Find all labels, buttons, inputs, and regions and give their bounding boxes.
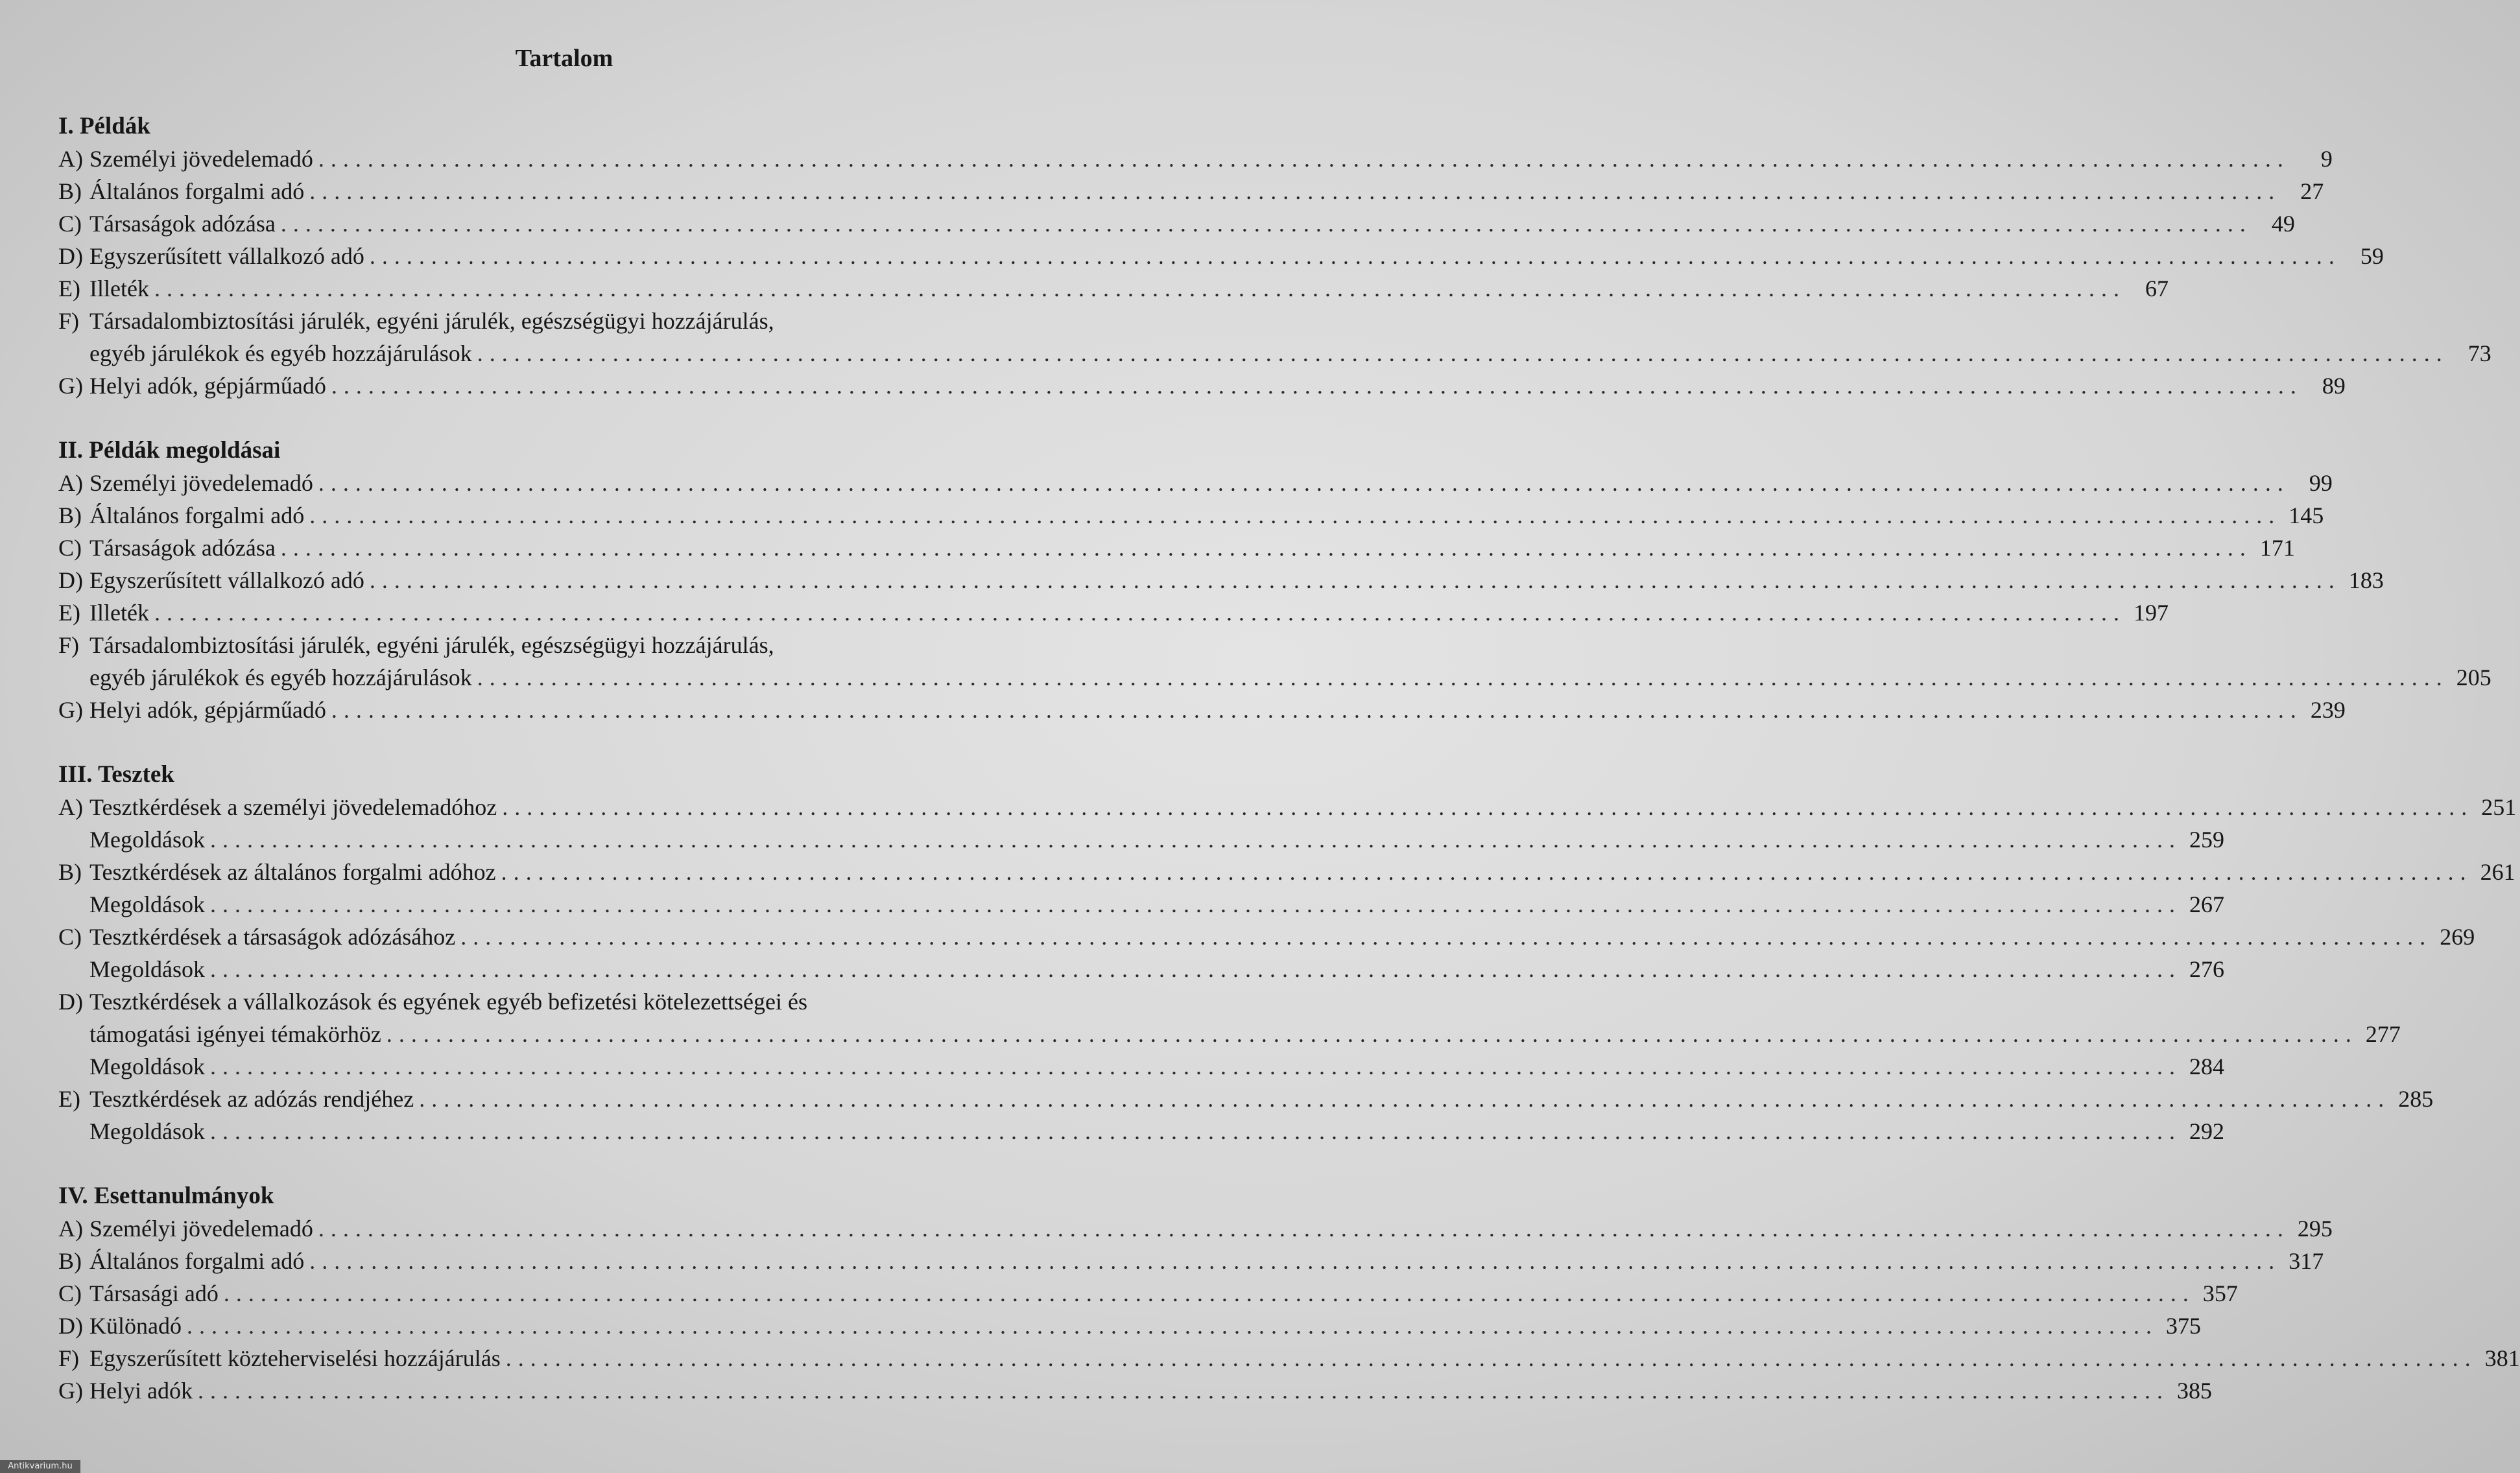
dot-leader: ................................................................................................................................................................	[309, 178, 2281, 204]
dot-leader: ................................................................................................................................................................	[280, 535, 2252, 561]
entry-marker: C)	[58, 211, 82, 237]
dot-leader: ................................................................................................................................................................	[501, 859, 2473, 885]
entry-title: Tesztkérdések a személyi jövedelemadóhoz	[89, 794, 497, 820]
toc-section	[58, 110, 2491, 402]
section-heading: IV. Esettanulmányok	[58, 1183, 274, 1209]
page-number: 49	[2271, 211, 2295, 237]
entry-title: Egyszerűsített vállalkozó adó	[89, 243, 364, 269]
toc-entry	[58, 1342, 2520, 1374]
toc-entry	[58, 1310, 2201, 1342]
toc-entry	[58, 564, 2384, 596]
entry-title: Illeték	[89, 600, 149, 626]
toc-entry	[58, 499, 2324, 532]
page-number: 357	[2202, 1280, 2238, 1306]
toc-entry	[58, 467, 2333, 499]
dot-leader: ................................................................................................................................................................	[419, 1086, 2391, 1112]
entry-title: Társaságok adózása	[89, 211, 276, 237]
page-number: 145	[2288, 502, 2324, 528]
dot-leader: ................................................................................................................................................................	[209, 1054, 2181, 1079]
dot-leader: ................................................................................................................................................................	[331, 373, 2303, 399]
entry-title: Tesztkérdések az adózás rendjéhez	[89, 1086, 414, 1112]
entry-marker: F)	[58, 632, 80, 658]
dot-leader: ................................................................................................................................................................	[505, 1345, 2477, 1371]
toc-entry	[58, 1374, 2212, 1407]
dot-leader: ................................................................................................................................................................	[223, 1280, 2195, 1306]
entry-title: Általános forgalmi adó	[89, 1248, 305, 1274]
toc-entry	[58, 337, 2491, 370]
entry-marker: A)	[58, 1216, 83, 1242]
page-number: 183	[2348, 567, 2384, 593]
toc-entry	[58, 791, 2517, 823]
entry-marker: E)	[58, 600, 80, 626]
toc-entry	[58, 953, 2224, 985]
page-number: 385	[2176, 1378, 2212, 1404]
page-number: 9	[2320, 146, 2333, 172]
entry-marker: A)	[58, 470, 83, 496]
toc-entry	[58, 856, 2515, 888]
entry-title: Helyi adók, gépjárműadó	[89, 373, 326, 399]
entry-title: Társasági adó	[89, 1280, 219, 1306]
entry-marker: C)	[58, 1280, 82, 1306]
entry-marker: E)	[58, 1086, 80, 1112]
toc-entry	[58, 985, 1044, 1018]
entry-title: Illeték	[89, 276, 149, 301]
dot-leader: ................................................................................................................................................................	[309, 502, 2281, 528]
dot-leader: ................................................................................................................................................................	[369, 567, 2341, 593]
entry-title: Társadalombiztosítási járulék, egyéni járulék, egészségügyi hozzájárulás,	[89, 308, 774, 334]
entry-marker: F)	[58, 308, 80, 334]
page-number: 73	[2467, 340, 2491, 366]
entry-marker: B)	[58, 1248, 82, 1274]
entry-marker: D)	[58, 243, 83, 269]
entry-marker: C)	[58, 535, 82, 561]
page-number: 295	[2297, 1216, 2333, 1242]
entry-marker: C)	[58, 924, 82, 950]
dot-leader: ................................................................................................................................................................	[477, 340, 2449, 366]
toc-entry	[58, 661, 2491, 694]
dot-leader: ................................................................................................................................................................	[477, 665, 2449, 690]
page-number: 67	[2145, 276, 2169, 301]
toc-entry	[58, 823, 2224, 856]
dot-leader: ................................................................................................................................................................	[154, 276, 2126, 301]
page-number: 99	[2309, 470, 2333, 496]
entry-title: Megoldások	[89, 956, 205, 982]
toc-entry	[58, 1212, 2333, 1245]
toc-entry	[58, 370, 2346, 402]
entry-marker: D)	[58, 1313, 83, 1339]
entry-marker: F)	[58, 1345, 80, 1371]
entry-marker: D)	[58, 567, 83, 593]
dot-leader: ................................................................................................................................................................	[502, 794, 2474, 820]
page-number: 381	[2484, 1345, 2520, 1371]
page-number: 267	[2189, 891, 2224, 917]
dot-leader: ................................................................................................................................................................	[186, 1313, 2158, 1339]
entry-title: Tesztkérdések a társaságok adózásához	[89, 924, 456, 950]
entry-title: Társaságok adózása	[89, 535, 276, 561]
entry-marker: G)	[58, 373, 83, 399]
entry-marker: B)	[58, 178, 82, 204]
toc-page	[58, 40, 2520, 1439]
section-heading: II. Példák megoldásai	[58, 437, 281, 464]
toc-entry	[58, 1277, 2238, 1310]
toc-entry	[58, 1245, 2324, 1277]
page-number: 277	[2365, 1021, 2401, 1047]
entry-title: Általános forgalmi adó	[89, 502, 305, 528]
page-title: Tartalom	[515, 45, 613, 72]
page-number: 317	[2288, 1248, 2324, 1274]
toc-entry	[58, 629, 1044, 661]
entry-marker: B)	[58, 859, 82, 885]
page-number: 285	[2398, 1086, 2434, 1112]
dot-leader: ................................................................................................................................................................	[318, 1216, 2290, 1242]
toc-sections	[58, 110, 2520, 1407]
page-number: 251	[2481, 794, 2517, 820]
entry-title: Helyi adók, gépjárműadó	[89, 697, 326, 723]
entry-title: Általános forgalmi adó	[89, 178, 305, 204]
page-number: 205	[2456, 665, 2491, 690]
toc-entry	[58, 1083, 2434, 1115]
toc-entry	[58, 1050, 2224, 1083]
dot-leader: ................................................................................................................................................................	[209, 1118, 2181, 1144]
toc-entry	[58, 175, 2324, 207]
entry-title: támogatási igényei témakörhöz	[89, 1021, 381, 1047]
toc-entry	[58, 1018, 2401, 1050]
dot-leader: ................................................................................................................................................................	[318, 146, 2290, 172]
page-number: 375	[2165, 1313, 2201, 1339]
dot-leader: ................................................................................................................................................................	[280, 211, 2252, 237]
dot-leader: ................................................................................................................................................................	[386, 1021, 2358, 1047]
toc-entry	[58, 272, 2169, 305]
entry-marker: D)	[58, 989, 83, 1015]
section-heading: III. Tesztek	[58, 761, 174, 788]
entry-title: Megoldások	[89, 1118, 205, 1144]
page-number: 284	[2189, 1054, 2224, 1079]
page-number: 261	[2480, 859, 2515, 885]
entry-title: egyéb járulékok és egyéb hozzájárulások	[89, 340, 472, 366]
toc-entry	[58, 143, 2333, 175]
dot-leader: ................................................................................................................................................................	[331, 697, 2303, 723]
entry-marker: G)	[58, 697, 83, 723]
entry-title: Társadalombiztosítási járulék, egyéni járulék, egészségügyi hozzájárulás,	[89, 632, 774, 658]
toc-entry	[58, 921, 2475, 953]
dot-leader: ................................................................................................................................................................	[369, 243, 2341, 269]
entry-title: Személyi jövedelemadó	[89, 146, 313, 172]
page-number: 259	[2189, 827, 2224, 853]
entry-title: Tesztkérdések a vállalkozások és egyének egyéb befizetési kötelezettségei és	[89, 989, 807, 1015]
toc-entry	[58, 305, 1044, 337]
entry-title: Tesztkérdések az általános forgalmi adóhoz	[89, 859, 496, 885]
toc-section	[58, 759, 2517, 1148]
entry-title: Különadó	[89, 1313, 182, 1339]
entry-title: Megoldások	[89, 891, 205, 917]
page-number: 239	[2310, 697, 2346, 723]
entry-marker: A)	[58, 794, 83, 820]
entry-title: Személyi jövedelemadó	[89, 470, 313, 496]
toc-entry	[58, 694, 2346, 726]
dot-leader: ................................................................................................................................................................	[318, 470, 2290, 496]
toc-section	[58, 434, 2491, 726]
entry-title: Egyszerűsített közteherviselési hozzájárulás	[89, 1345, 501, 1371]
page-number: 171	[2259, 535, 2295, 561]
page-number: 276	[2189, 956, 2224, 982]
entry-title: Személyi jövedelemadó	[89, 1216, 313, 1242]
page-number: 59	[2360, 243, 2384, 269]
entry-title: Egyszerűsített vállalkozó adó	[89, 567, 364, 593]
entry-marker: B)	[58, 502, 82, 528]
dot-leader: ................................................................................................................................................................	[309, 1248, 2281, 1274]
entry-marker: E)	[58, 276, 80, 301]
entry-marker: A)	[58, 146, 83, 172]
dot-leader: ................................................................................................................................................................	[154, 600, 2126, 626]
toc-entry	[58, 596, 2169, 629]
toc-entry	[58, 532, 2295, 564]
toc-section	[58, 1180, 2520, 1407]
page-number: 27	[2300, 178, 2324, 204]
toc-entry	[58, 240, 2384, 272]
page-number: 292	[2189, 1118, 2224, 1144]
dot-leader: ................................................................................................................................................................	[460, 924, 2432, 950]
section-heading: I. Példák	[58, 113, 150, 139]
page-number: 197	[2133, 600, 2169, 626]
entry-title: Megoldások	[89, 1054, 205, 1079]
entry-title: egyéb járulékok és egyéb hozzájárulások	[89, 665, 472, 690]
entry-marker: G)	[58, 1378, 83, 1404]
page-number: 89	[2322, 373, 2346, 399]
dot-leader: ................................................................................................................................................................	[209, 827, 2181, 853]
page-number: 269	[2440, 924, 2475, 950]
dot-leader: ................................................................................................................................................................	[197, 1378, 2169, 1404]
toc-entry	[58, 1115, 2224, 1148]
toc-entry	[58, 888, 2224, 921]
entry-title: Helyi adók	[89, 1378, 193, 1404]
dot-leader: ................................................................................................................................................................	[209, 891, 2181, 917]
entry-title: Megoldások	[89, 827, 205, 853]
dot-leader: ................................................................................................................................................................	[209, 956, 2181, 982]
watermark: Antikvarium.hu	[0, 1460, 80, 1473]
toc-entry	[58, 207, 2295, 240]
